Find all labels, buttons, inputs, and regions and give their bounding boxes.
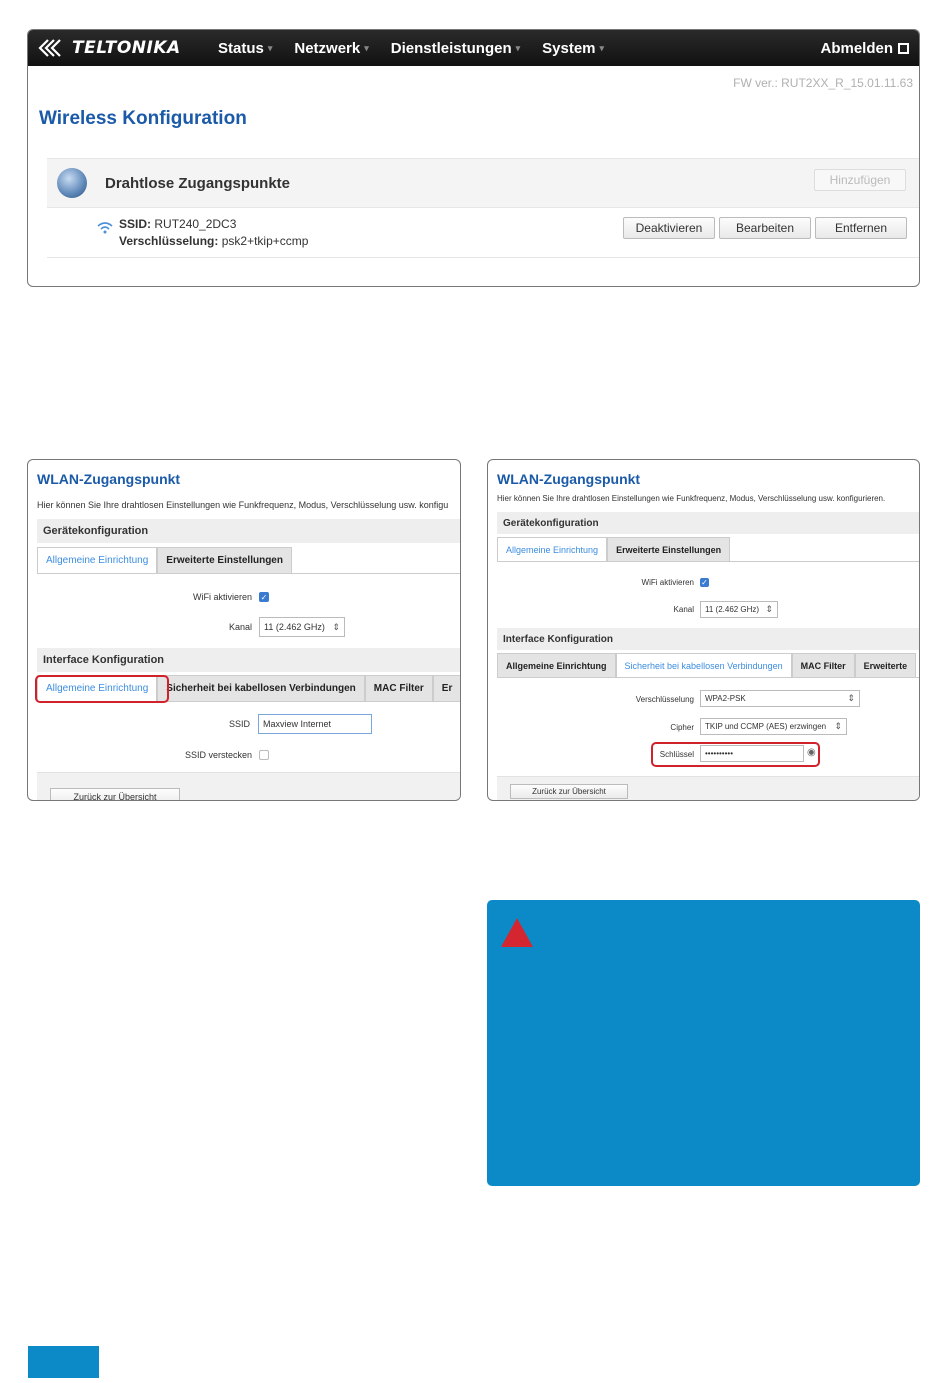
interface-tabs [497, 653, 919, 678]
add-button[interactable]: Hinzufügen [814, 169, 906, 191]
wlan-security-screenshot [487, 459, 920, 801]
wifi-enable-checkbox[interactable] [259, 592, 269, 602]
wifi-enable-label: WiFi aktivieren [641, 578, 694, 587]
ssid-value: RUT240_2DC3 [154, 217, 237, 231]
logout-icon [898, 43, 909, 54]
section-title: Drahtlose Zugangspunkte [105, 174, 291, 192]
main-nav [218, 40, 820, 57]
interface-config-header: Interface Konfiguration [497, 628, 919, 650]
nav-network[interactable] [294, 40, 368, 57]
tab-general[interactable]: Allgemeine Einrichtung [497, 537, 607, 561]
chevron-down-icon: ▾ [364, 42, 369, 53]
ssid-input[interactable] [258, 714, 372, 734]
remove-button[interactable]: Entfernen [815, 217, 907, 239]
encryption-select[interactable] [700, 690, 860, 707]
checkbox-icon: ✓ [701, 578, 708, 587]
section-header [47, 158, 919, 208]
access-point-row [47, 208, 919, 258]
highlight-general-tab [35, 675, 169, 703]
tab-advanced[interactable]: Erweiterte Einstellungen [607, 537, 730, 561]
teltonika-logo[interactable] [38, 37, 218, 59]
interface-config-header: Interface Konfiguration [37, 648, 460, 672]
chevron-down-icon: ▾ [267, 42, 273, 53]
nav-network-label: Netzwerk [294, 39, 361, 57]
deactivate-button[interactable]: Deaktivieren [623, 217, 715, 239]
nav-system-label: System [542, 39, 596, 57]
device-tabs [497, 537, 919, 562]
highlight-key-field [651, 742, 820, 767]
firmware-version: FW ver.: RUT2XX_R_15.01.11.63 [733, 76, 913, 90]
channel-value: 11 (2.462 GHz) [264, 622, 325, 632]
channel-value: 11 (2.462 GHz) [705, 605, 760, 614]
tab-iface-security[interactable]: Sicherheit bei kabellosen Verbindungen [616, 653, 792, 677]
wlan-description: Hier können Sie Ihre drahtlosen Einstellungen wie Funkfrequenz, Modus, Verschlüsselung usw. konfigurieren. [497, 494, 886, 503]
tab-iface-general[interactable]: Allgemeine Einrichtung [37, 675, 157, 701]
device-config-header: Gerätekonfiguration [497, 512, 919, 534]
tab-iface-advanced[interactable]: Er [433, 675, 461, 701]
channel-label: Kanal [228, 622, 252, 632]
brand-name: TELTONIKA [72, 38, 181, 58]
cipher-label: Cipher [670, 723, 694, 732]
tab-iface-general[interactable]: Allgemeine Einrichtung [497, 653, 616, 677]
wlan-title: WLAN-Zugangspunkt [497, 471, 641, 487]
key-value: •••••••••• [705, 749, 734, 758]
wifi-enable-checkbox[interactable] [700, 578, 709, 587]
ssid-input-value: Maxview Internet [263, 719, 332, 729]
channel-label: Kanal [673, 605, 694, 614]
encryption-label: Verschlüsselung [635, 695, 694, 704]
wifi-icon [97, 222, 113, 237]
tab-iface-security[interactable]: Sicherheit bei kabellosen Verbindungen [157, 675, 365, 701]
key-label: Schlüssel [659, 750, 694, 759]
page-marker [28, 1346, 99, 1378]
nav-status[interactable] [218, 40, 272, 57]
encryption-value: WPA2-PSK [705, 694, 746, 703]
channel-select[interactable] [700, 601, 778, 618]
checkbox-icon: ✓ [260, 592, 268, 602]
cipher-select[interactable] [700, 718, 847, 735]
hide-ssid-checkbox[interactable] [259, 750, 269, 760]
cipher-value: TKIP und CCMP (AES) erzwingen [705, 722, 827, 731]
notice-box [487, 900, 920, 1186]
edit-button[interactable]: Bearbeiten [719, 217, 811, 239]
wlan-description: Hier können Sie Ihre drahtlosen Einstellungen wie Funkfrequenz, Modus, Verschlüsselung usw. konfigu [37, 500, 449, 510]
access-point-info [119, 216, 308, 250]
wlan-general-screenshot [27, 459, 461, 801]
access-points-section [47, 158, 919, 258]
tab-iface-mac-filter[interactable]: MAC Filter [792, 653, 855, 677]
page-title: Wireless Konfiguration [39, 108, 247, 129]
ssid-field-label: SSID [228, 719, 250, 729]
nav-system[interactable] [542, 40, 604, 57]
encryption-label: Verschlüsselung: [119, 234, 219, 248]
hide-ssid-label: SSID verstecken [184, 750, 252, 760]
wlan-title: WLAN-Zugangspunkt [37, 471, 181, 487]
device-config-header: Gerätekonfiguration [37, 519, 460, 543]
access-point-actions [623, 217, 907, 239]
back-to-overview-button[interactable]: Zurück zur Übersicht [510, 784, 628, 799]
tab-iface-mac-filter[interactable]: MAC Filter [365, 675, 433, 701]
wifi-enable-label: WiFi aktivieren [192, 592, 252, 602]
teltonika-logo-icon [38, 37, 68, 59]
nav-status-label: Status [218, 39, 264, 57]
top-navbar [28, 30, 919, 66]
warning-triangle-icon [501, 918, 533, 947]
tab-iface-advanced[interactable]: Erweiterte [855, 653, 917, 677]
tab-advanced[interactable]: Erweiterte Einstellungen [157, 547, 292, 573]
ssid-label: SSID: [119, 217, 152, 231]
channel-select[interactable] [259, 617, 345, 637]
eye-icon[interactable]: ◉ [807, 747, 816, 758]
back-to-overview-button[interactable]: Zurück zur Übersicht [50, 788, 180, 801]
device-tabs [37, 547, 460, 574]
tab-general[interactable]: Allgemeine Einrichtung [37, 547, 157, 573]
chevron-down-icon: ▾ [515, 42, 521, 53]
wireless-config-screenshot [27, 29, 920, 287]
nav-services-label: Dienstleistungen [390, 39, 512, 57]
encryption-value: psk2+tkip+ccmp [221, 234, 309, 248]
chevron-down-icon: ▾ [599, 42, 605, 53]
nav-services[interactable] [391, 40, 520, 57]
logout-label: Abmelden [820, 39, 893, 57]
logout-button[interactable] [820, 40, 909, 57]
wireless-globe-icon [57, 168, 87, 198]
